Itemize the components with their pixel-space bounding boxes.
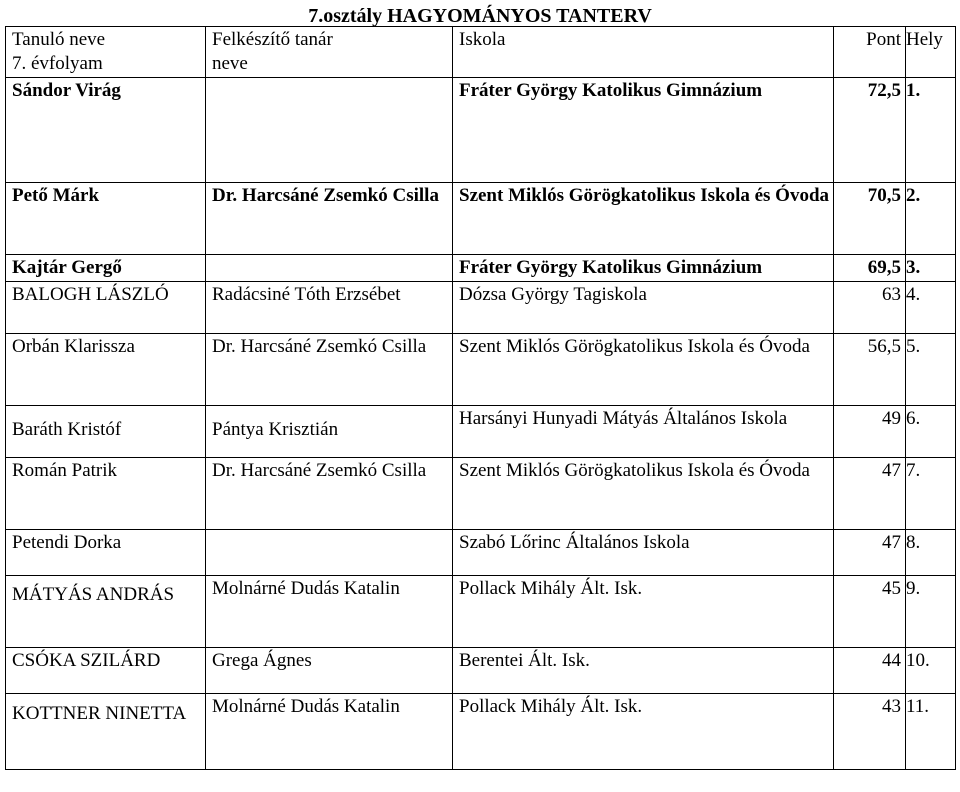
- points-value: 56,5: [834, 334, 906, 406]
- place-value: 5.: [906, 334, 956, 406]
- teacher-name: Radácsiné Tóth Erzsébet: [206, 282, 453, 334]
- school-name: Pollack Mihály Ált. Isk.: [453, 694, 834, 770]
- points-value: 44: [834, 648, 906, 694]
- results-table: [5, 26, 956, 770]
- student-name: CSÓKA SZILÁRD: [6, 648, 206, 694]
- teacher-name: Dr. Harcsáné Zsemkó Csilla: [206, 334, 453, 406]
- student-name: Román Patrik: [6, 458, 206, 530]
- student-name: Sándor Virág: [6, 78, 206, 183]
- table-row: [6, 78, 956, 183]
- school-name: Fráter György Katolikus Gimnázium: [453, 255, 834, 282]
- header-row: [6, 27, 956, 78]
- place-value: 2.: [906, 183, 956, 255]
- teacher-name: Dr. Harcsáné Zsemkó Csilla: [206, 183, 453, 255]
- header-school: Iskola: [453, 27, 834, 78]
- table-row: [6, 183, 956, 255]
- place-value: 3.: [906, 255, 956, 282]
- points-value: 72,5: [834, 78, 906, 183]
- table-row: [6, 576, 956, 648]
- school-name: Szabó Lőrinc Általános Iskola: [453, 530, 834, 576]
- header-teacher: [206, 27, 453, 78]
- place-value: 9.: [906, 576, 956, 648]
- teacher-name: [206, 530, 453, 576]
- header-place: Hely: [906, 27, 956, 78]
- place-value: 6.: [906, 406, 956, 458]
- place-value: 10.: [906, 648, 956, 694]
- points-value: 47: [834, 530, 906, 576]
- teacher-name: Dr. Harcsáné Zsemkó Csilla: [206, 458, 453, 530]
- teacher-name: Molnárné Dudás Katalin: [206, 576, 453, 648]
- school-name: Szent Miklós Görögkatolikus Iskola és Óvoda: [453, 458, 834, 530]
- page-title: 7.osztály HAGYOMÁNYOS TANTERV: [308, 5, 652, 27]
- table-row: [6, 458, 956, 530]
- school-name: Fráter György Katolikus Gimnázium: [453, 78, 834, 183]
- student-name: MÁTYÁS ANDRÁS: [6, 576, 206, 648]
- student-name: Orbán Klarissza: [6, 334, 206, 406]
- place-value: 7.: [906, 458, 956, 530]
- points-value: 63: [834, 282, 906, 334]
- school-name: Pollack Mihály Ált. Isk.: [453, 576, 834, 648]
- header-teacher-line2: neve: [212, 53, 248, 74]
- school-name: Dózsa György Tagiskola: [453, 282, 834, 334]
- table-row: [6, 334, 956, 406]
- place-value: 4.: [906, 282, 956, 334]
- teacher-name: [206, 255, 453, 282]
- student-name: Kajtár Gergő: [6, 255, 206, 282]
- school-name: Berentei Ált. Isk.: [453, 648, 834, 694]
- school-name: Szent Miklós Görögkatolikus Iskola és Óvoda: [453, 334, 834, 406]
- table-row: [6, 530, 956, 576]
- student-name: BALOGH LÁSZLÓ: [6, 282, 206, 334]
- table-row: [6, 282, 956, 334]
- student-name: KOTTNER NINETTA: [6, 694, 206, 770]
- header-grade-label: 7. évfolyam: [12, 53, 103, 74]
- table-row: [6, 648, 956, 694]
- student-name: Baráth Kristóf: [6, 406, 206, 458]
- place-value: 1.: [906, 78, 956, 183]
- table-row: [6, 694, 956, 770]
- student-name: Pető Márk: [6, 183, 206, 255]
- teacher-name: Grega Ágnes: [206, 648, 453, 694]
- school-name: Harsányi Hunyadi Mátyás Általános Iskola: [453, 406, 834, 458]
- place-value: 11.: [906, 694, 956, 770]
- teacher-name: [206, 78, 453, 183]
- table-row: [6, 255, 956, 282]
- school-name: Szent Miklós Görögkatolikus Iskola és Óvoda: [453, 183, 834, 255]
- place-value: 8.: [906, 530, 956, 576]
- header-student-label: Tanuló neve: [12, 29, 106, 50]
- student-name: Petendi Dorka: [6, 530, 206, 576]
- header-student: [6, 27, 206, 78]
- points-value: 47: [834, 458, 906, 530]
- points-value: 69,5: [834, 255, 906, 282]
- points-value: 70,5: [834, 183, 906, 255]
- header-points: Pont: [834, 27, 906, 78]
- teacher-name: Pántya Krisztián: [206, 406, 453, 458]
- teacher-name: Molnárné Dudás Katalin: [206, 694, 453, 770]
- header-teacher-line1: Felkészítő tanár: [212, 29, 333, 50]
- points-value: 45: [834, 576, 906, 648]
- points-value: 49: [834, 406, 906, 458]
- points-value: 43: [834, 694, 906, 770]
- table-row: [6, 406, 956, 458]
